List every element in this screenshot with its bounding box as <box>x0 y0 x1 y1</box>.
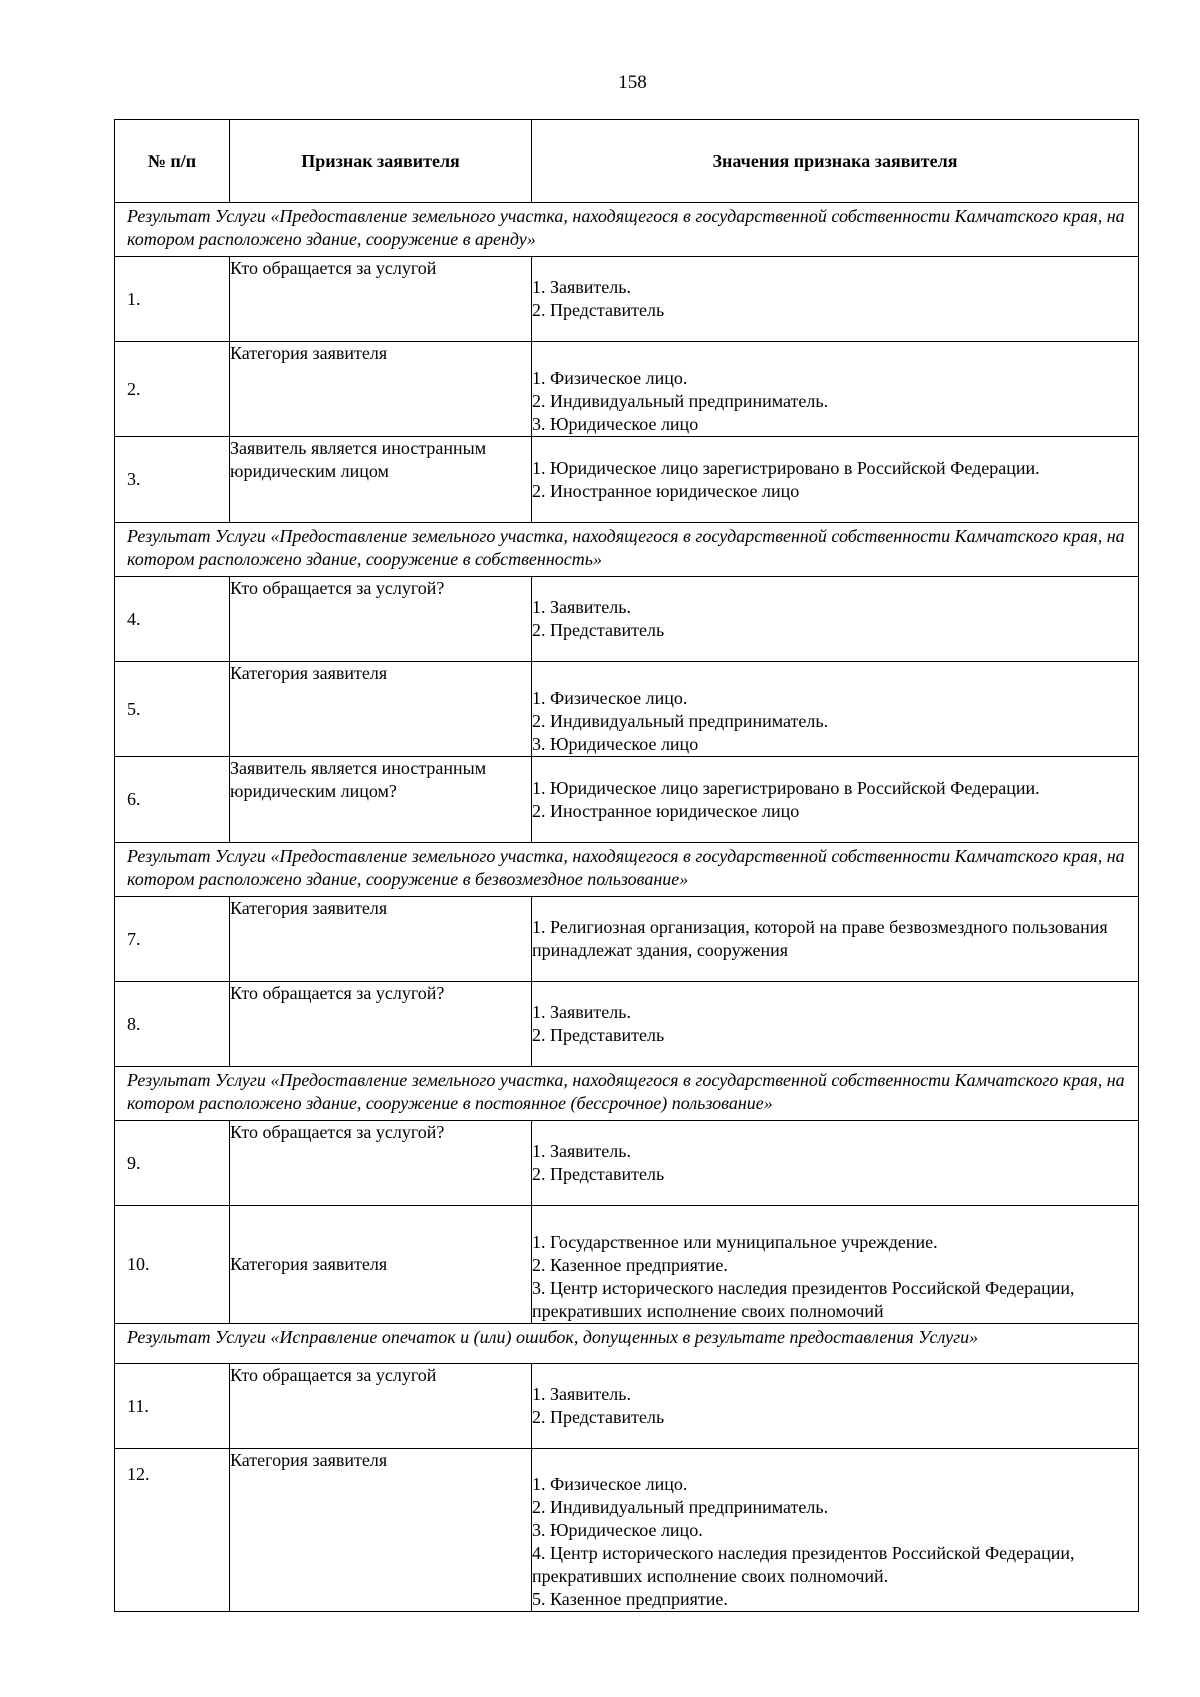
value-item: 1. Физическое лицо. <box>532 368 688 388</box>
row-number: 6. <box>115 757 230 843</box>
value-item: 3. Юридическое лицо <box>532 414 699 434</box>
table-row <box>115 1364 1139 1449</box>
value-item: 2. Представитель <box>532 1164 665 1184</box>
value-item: 5. Казенное предприятие. <box>532 1589 728 1609</box>
row-attribute: Кто обращается за услугой <box>230 257 532 342</box>
table-row <box>115 757 1139 843</box>
section-title: Результат Услуги «Предоставление земельного участка, находящегося в государственной собственности Камчатского края, на котором расположено здание, сооружение в безвозмездное пользование» <box>115 843 1139 897</box>
row-attribute: Кто обращается за услугой <box>230 1364 532 1449</box>
value-item: 1. Заявитель. <box>532 597 631 617</box>
row-number: 1. <box>115 257 230 342</box>
table-row <box>115 1206 1139 1324</box>
value-item: 3. Юридическое лицо. <box>532 1520 703 1540</box>
row-values <box>532 1121 1139 1206</box>
value-item: 1. Физическое лицо. <box>532 688 688 708</box>
row-values <box>532 1206 1139 1324</box>
table-row <box>115 257 1139 342</box>
row-values <box>532 257 1139 342</box>
row-attribute: Категория заявителя <box>230 342 532 437</box>
section-row <box>115 203 1139 257</box>
applicant-attributes-table <box>114 119 1139 1612</box>
value-item: 2. Представитель <box>532 620 665 640</box>
row-attribute: Категория заявителя <box>230 1206 532 1324</box>
table-row <box>115 1449 1139 1612</box>
row-number: 10. <box>115 1206 230 1324</box>
row-attribute: Категория заявителя <box>230 897 532 982</box>
header-values: Значения признака заявителя <box>532 120 1139 203</box>
section-title: Результат Услуги «Предоставление земельного участка, находящегося в государственной собственности Камчатского края, на котором расположено здание, сооружение в аренду» <box>115 203 1139 257</box>
table-row <box>115 342 1139 437</box>
row-attribute: Кто обращается за услугой? <box>230 577 532 662</box>
table-row <box>115 577 1139 662</box>
row-number: 11. <box>115 1364 230 1449</box>
section-row <box>115 1324 1139 1364</box>
section-row <box>115 1067 1139 1121</box>
header-attr: Признак заявителя <box>230 120 532 203</box>
section-title: Результат Услуги «Предоставление земельного участка, находящегося в государственной собственности Камчатского края, на котором расположено здание, сооружение в собственность» <box>115 523 1139 577</box>
row-values <box>532 982 1139 1067</box>
page-number: 158 <box>618 72 647 93</box>
value-item: 2. Индивидуальный предприниматель. <box>532 391 829 411</box>
table-row <box>115 437 1139 523</box>
value-item: 2. Индивидуальный предприниматель. <box>532 711 829 731</box>
row-number: 7. <box>115 897 230 982</box>
row-number: 8. <box>115 982 230 1067</box>
value-item: 2. Иностранное юридическое лицо <box>532 800 800 821</box>
row-values <box>532 437 1139 523</box>
value-item: 1. Заявитель. <box>532 1141 631 1161</box>
value-item: 1. Религиозная организация, которой на праве безвозмездного пользования принадлежат здания, сооружения <box>532 917 1108 960</box>
section-title: Результат Услуги «Предоставление земельного участка, находящегося в государственной собственности Камчатского края, на котором расположено здание, сооружение в постоянное (бессрочное) пользование» <box>115 1067 1139 1121</box>
value-item: 2. Представитель <box>532 1025 665 1045</box>
table-row <box>115 897 1139 982</box>
row-values <box>532 1364 1139 1449</box>
row-attribute: Категория заявителя <box>230 1449 532 1612</box>
table-row <box>115 982 1139 1067</box>
row-values <box>532 897 1139 982</box>
row-values <box>532 577 1139 662</box>
value-item: 2. Представитель <box>532 300 665 320</box>
row-attribute: Заявитель является иностранным юридическим лицом <box>230 437 532 523</box>
value-item: 1. Юридическое лицо зарегистрировано в Российской Федерации. <box>532 777 1040 798</box>
value-item: 1. Юридическое лицо зарегистрировано в Российской Федерации. <box>532 457 1040 478</box>
row-values <box>532 757 1139 843</box>
row-attribute: Заявитель является иностранным юридическим лицом? <box>230 757 532 843</box>
row-attribute: Категория заявителя <box>230 662 532 757</box>
row-values <box>532 342 1139 437</box>
row-attribute: Кто обращается за услугой? <box>230 982 532 1067</box>
value-item: 2. Иностранное юридическое лицо <box>532 480 800 501</box>
row-number: 9. <box>115 1121 230 1206</box>
row-number: 3. <box>115 437 230 523</box>
table-body <box>115 203 1139 1612</box>
value-item: 4. Центр исторического наследия президентов Российской Федерации, прекративших исполнение своих полномочий. <box>532 1543 1075 1586</box>
row-number: 5. <box>115 662 230 757</box>
row-values <box>532 1449 1139 1612</box>
row-values <box>532 662 1139 757</box>
table-header-row <box>115 120 1139 203</box>
row-number: 2. <box>115 342 230 437</box>
value-item: 1. Заявитель. <box>532 277 631 297</box>
header-num: № п/п <box>115 120 230 203</box>
value-item: 1. Заявитель. <box>532 1002 631 1022</box>
table-row <box>115 1121 1139 1206</box>
row-number: 12. <box>115 1449 230 1612</box>
row-number: 4. <box>115 577 230 662</box>
section-row <box>115 523 1139 577</box>
value-item: 3. Центр исторического наследия президентов Российской Федерации, прекративших исполнение своих полномочий <box>532 1278 1075 1321</box>
section-title: Результат Услуги «Исправление опечаток и (или) ошибок, допущенных в результате предоставления Услуги» <box>115 1324 1139 1364</box>
value-item: 1. Физическое лицо. <box>532 1474 688 1494</box>
value-item: 2. Индивидуальный предприниматель. <box>532 1497 829 1517</box>
value-item: 3. Юридическое лицо <box>532 734 699 754</box>
value-item: 1. Государственное или муниципальное учреждение. <box>532 1232 938 1252</box>
section-row <box>115 843 1139 897</box>
row-attribute: Кто обращается за услугой? <box>230 1121 532 1206</box>
table-row <box>115 662 1139 757</box>
value-item: 2. Представитель <box>532 1407 665 1427</box>
value-item: 1. Заявитель. <box>532 1384 631 1404</box>
value-item: 2. Казенное предприятие. <box>532 1255 728 1275</box>
